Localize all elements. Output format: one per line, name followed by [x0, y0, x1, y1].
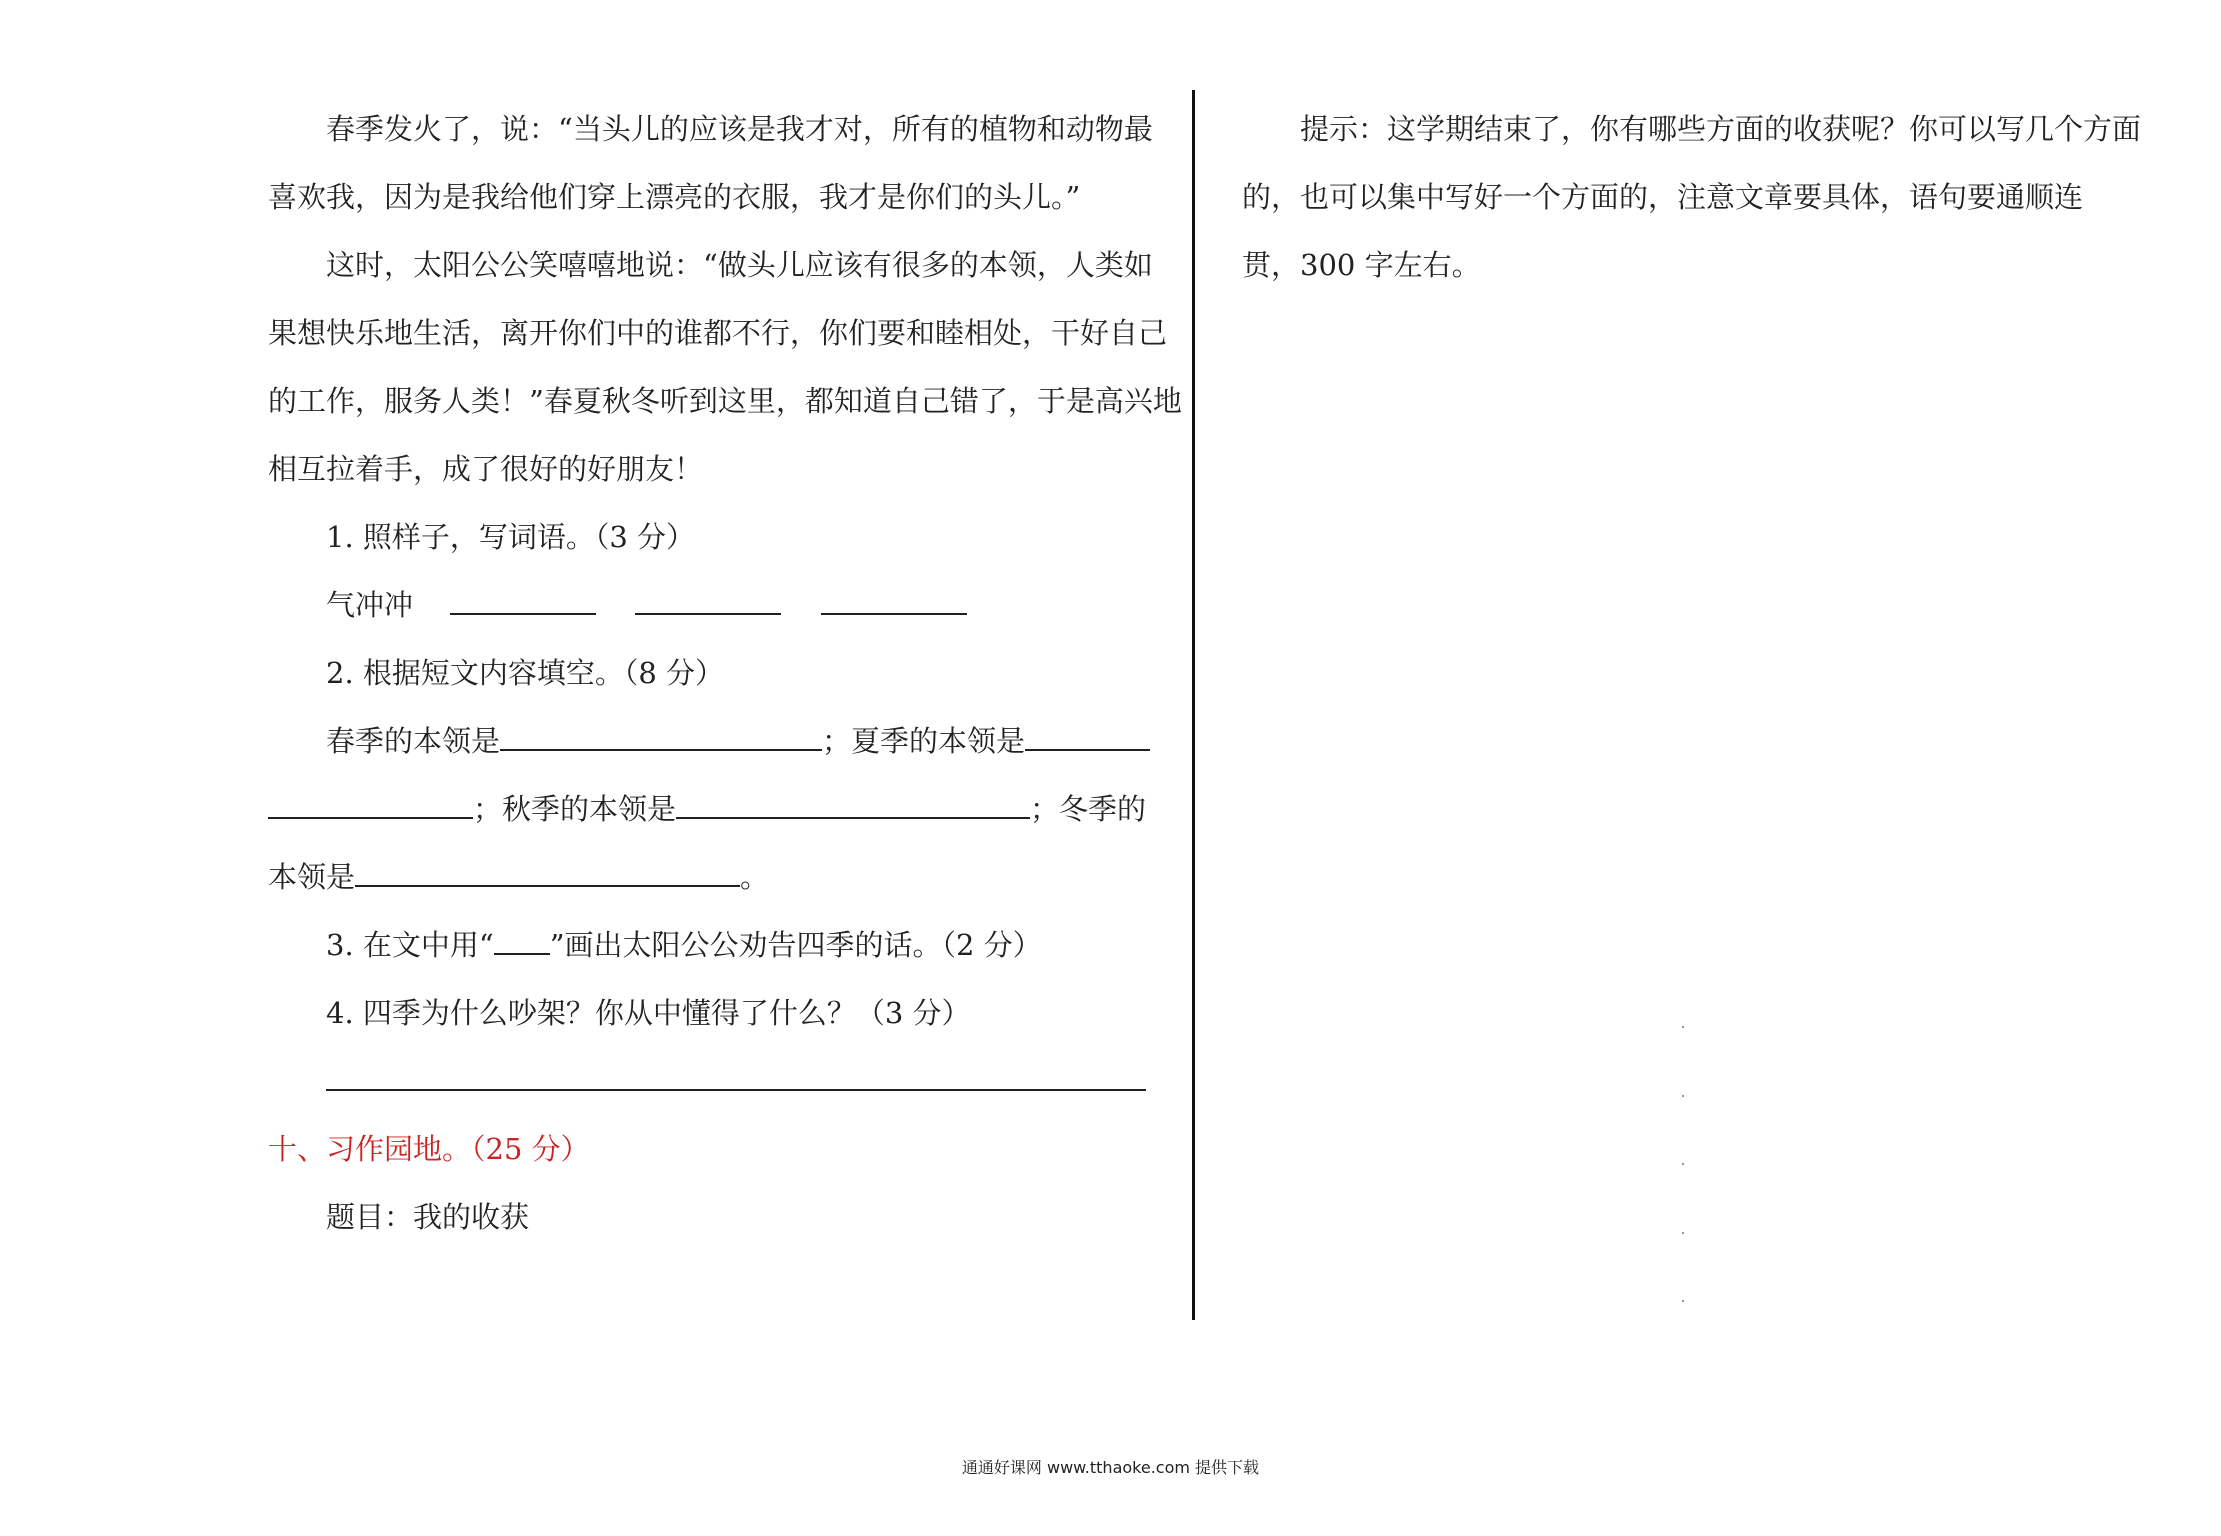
composition-title: 题目：我的收获 — [326, 1200, 530, 1234]
question-3-underline-sample — [494, 935, 550, 955]
question-2-autumn-label: ；秋季的本领是 — [473, 792, 677, 826]
composition-hint-line-1: 提示：这学期结束了，你有哪些方面的收获呢？你可以写几个方面 — [1300, 112, 2142, 146]
question-2-summer-blank-cont[interactable] — [268, 797, 473, 819]
question-4-answer-line[interactable] — [326, 1089, 1146, 1091]
margin-dot — [1682, 1300, 1684, 1302]
story-paragraph-2-line-3: 的工作，服务人类！”春夏秋冬听到这里，都知道自己错了，于是高兴地 — [268, 384, 1182, 418]
question-1-blank-2[interactable] — [635, 593, 781, 615]
story-paragraph-1-line-1: 春季发火了，说：“当头儿的应该是我才对，所有的植物和动物最 — [326, 112, 1153, 146]
question-1-blank-1[interactable] — [450, 593, 596, 615]
question-2-summer-label: ；夏季的本领是 — [822, 724, 1026, 758]
composition-hint-line-2: 的，也可以集中写好一个方面的，注意文章要具体，语句要通顺连 — [1242, 180, 2084, 214]
question-2-winter-blank[interactable] — [355, 865, 740, 887]
question-2-spring-blank[interactable] — [500, 729, 822, 751]
question-1: 1. 照样子，写词语。（3 分） — [326, 520, 696, 554]
question-3-text-b: ”画出太阳公公劝告四季的话。（2 分） — [549, 928, 1042, 962]
question-2-winter-label: ；冬季的 — [1030, 792, 1147, 826]
right-column — [1242, 95, 2142, 299]
composition-hint-line-3: 贯，300 字左右。 — [1242, 248, 1481, 282]
margin-dot — [1682, 1232, 1684, 1234]
question-4-answer-row — [268, 1047, 1148, 1115]
question-2-spring-label: 春季的本领是 — [326, 724, 501, 758]
question-2-winter-label-cont: 本领是 — [268, 860, 356, 894]
question-1-answer-row — [268, 571, 1148, 639]
story-paragraph-2-line-1: 这时，太阳公公笑嘻嘻地说：“做头儿应该有很多的本领，人类如 — [326, 248, 1153, 282]
margin-dot — [1682, 1026, 1684, 1028]
question-2-row-3 — [268, 843, 1148, 911]
question-3 — [268, 911, 1148, 979]
column-divider — [1192, 90, 1195, 1320]
question-3-text-a: 3. 在文中用“ — [326, 928, 494, 962]
question-2-row-1 — [268, 707, 1148, 775]
question-4: 4. 四季为什么吵架？你从中懂得了什么？（3 分） — [326, 996, 971, 1030]
composition-heading: 十、习作园地。（25 分） — [268, 1132, 590, 1166]
story-paragraph-2-line-2: 果想快乐地生活，离开你们中的谁都不行，你们要和睦相处，干好自己 — [268, 316, 1168, 350]
question-1-example-word: 气冲冲 — [326, 588, 414, 622]
question-2-end: 。 — [740, 860, 770, 894]
story-paragraph-1-line-2: 喜欢我，因为是我给他们穿上漂亮的衣服，我才是你们的头儿。” — [268, 180, 1081, 214]
margin-dot — [1682, 1163, 1684, 1165]
page-footer: 通通好课网 www.tthaoke.com 提供下载 — [961, 1458, 1260, 1477]
question-2: 2. 根据短文内容填空。（8 分） — [326, 656, 725, 690]
margin-dot — [1682, 1095, 1684, 1097]
question-2-autumn-blank[interactable] — [676, 797, 1030, 819]
story-paragraph-2-line-4: 相互拉着手，成了很好的好朋友！ — [268, 452, 704, 486]
left-column — [268, 95, 1182, 1251]
question-2-row-2 — [268, 775, 1148, 843]
question-2-summer-blank[interactable] — [1025, 729, 1150, 751]
question-1-blank-3[interactable] — [821, 593, 967, 615]
